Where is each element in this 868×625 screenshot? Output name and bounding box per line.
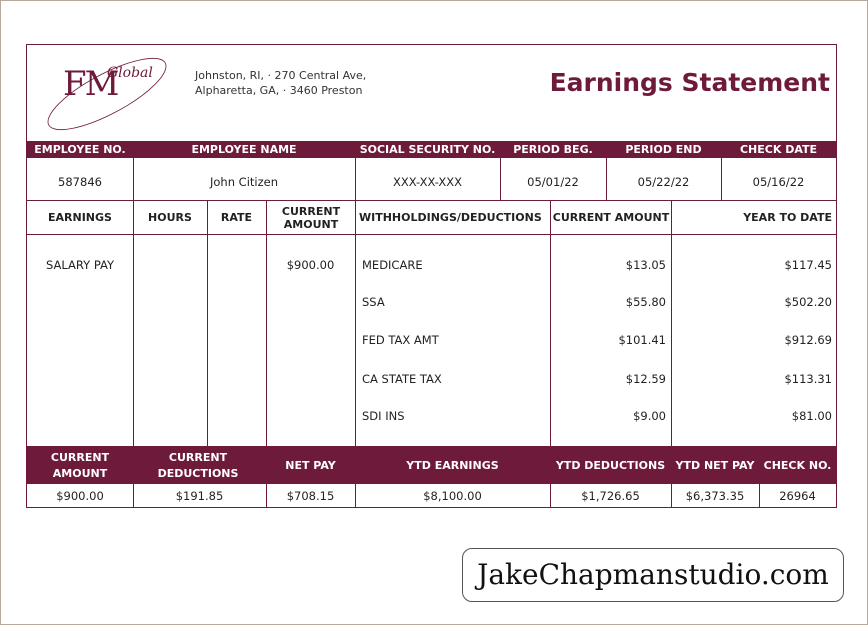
summary-ytd-earnings-header: YTD EARNINGS [406, 459, 499, 472]
divider [27, 234, 836, 235]
divider [207, 200, 208, 446]
deduction-current: $101.41 [618, 333, 666, 347]
summary-net-pay: $708.15 [286, 489, 335, 503]
deduction-name: FED TAX AMT [362, 333, 439, 347]
deduction-name: CA STATE TAX [362, 372, 442, 386]
period-end-value: 05/22/22 [637, 175, 690, 189]
deduction-ytd: $81.00 [791, 409, 832, 423]
period-beg-header: PERIOD BEG. [513, 143, 593, 156]
summary-ytd-earnings: $8,100.00 [423, 489, 482, 503]
summary-check-no: 26964 [779, 489, 816, 503]
employee-no-value: 587846 [58, 175, 102, 189]
divider [759, 484, 760, 507]
employee-name-header: EMPLOYEE NAME [191, 143, 297, 156]
divider [606, 158, 607, 200]
deduction-ytd: $912.69 [784, 333, 832, 347]
summary-current-amount-header: CURRENT AMOUNT [50, 451, 110, 480]
deduction-current: $12.59 [625, 372, 666, 386]
rate-header: RATE [220, 211, 253, 224]
earnings-label: SALARY PAY [45, 258, 115, 272]
summary-ytd-net-pay-header: YTD NET PAY [675, 459, 755, 472]
check-date-value: 05/16/22 [752, 175, 805, 189]
summary-current-amount: $900.00 [56, 489, 104, 503]
divider [671, 484, 672, 507]
deduction-ytd: $502.20 [784, 295, 832, 309]
period-end-header: PERIOD END [625, 143, 702, 156]
deduction-ytd: $113.31 [784, 372, 832, 386]
deduction-name: SDI INS [362, 409, 405, 423]
earnings-amount: $900.00 [286, 258, 335, 272]
divider [133, 200, 134, 446]
deduction-name: SSA [362, 295, 385, 309]
deduction-ytd: $117.45 [784, 258, 832, 272]
company-address-line1: Johnston, RI, · 270 Central Ave, [195, 69, 367, 82]
deduction-current: $55.80 [625, 295, 666, 309]
divider [550, 484, 551, 507]
employee-name-value: John Citizen [210, 175, 278, 189]
company-address-line2: Alpharetta, GA, · 3460 Preston [195, 84, 363, 97]
divider [133, 484, 134, 507]
watermark: JakeChapmanstudio.com [462, 548, 844, 602]
divider [27, 200, 836, 201]
deduction-current-header: CURRENT AMOUNT [552, 211, 670, 224]
ytd-header: YEAR TO DATE [743, 211, 832, 224]
company-logo-sub: Global [107, 65, 153, 81]
summary-net-pay-header: NET PAY [285, 459, 336, 472]
divider [266, 484, 267, 507]
divider [721, 158, 722, 200]
deduction-name: MEDICARE [362, 258, 423, 272]
summary-ytd-net-pay: $6,373.35 [685, 489, 745, 503]
divider [266, 200, 267, 446]
earnings-header: EARNINGS [48, 211, 112, 224]
summary-ytd-deductions-header: YTD DEDUCTIONS [555, 459, 666, 472]
statement-title: Earnings Statement [549, 68, 830, 97]
ssn-header: SOCIAL SECURITY NO. [359, 143, 496, 156]
check-date-header: CHECK DATE [739, 143, 818, 156]
divider [355, 200, 356, 446]
divider [355, 158, 356, 200]
period-beg-value: 05/01/22 [527, 175, 579, 189]
deduction-current: $9.00 [633, 409, 666, 423]
summary-ytd-deductions: $1,726.65 [581, 489, 640, 503]
earnings-statement [26, 44, 837, 508]
ssn-value: XXX-XX-XXX [392, 175, 463, 189]
withholdings-header: WITHHOLDINGS/DEDUCTIONS [359, 211, 542, 224]
hours-header: HOURS [148, 211, 192, 224]
company-logo: FM [63, 64, 118, 104]
divider [133, 158, 134, 200]
employee-no-header: EMPLOYEE NO. [34, 143, 126, 156]
divider [355, 484, 356, 507]
summary-current-deductions-header: CURRENT DEDUCTIONS [157, 451, 239, 480]
summary-current-deductions: $191.85 [175, 489, 224, 503]
deduction-current: $13.05 [625, 258, 666, 272]
summary-check-no-header: CHECK NO. [763, 459, 832, 472]
divider [500, 158, 501, 200]
current-amount-header: CURRENT AMOUNT [281, 205, 341, 231]
